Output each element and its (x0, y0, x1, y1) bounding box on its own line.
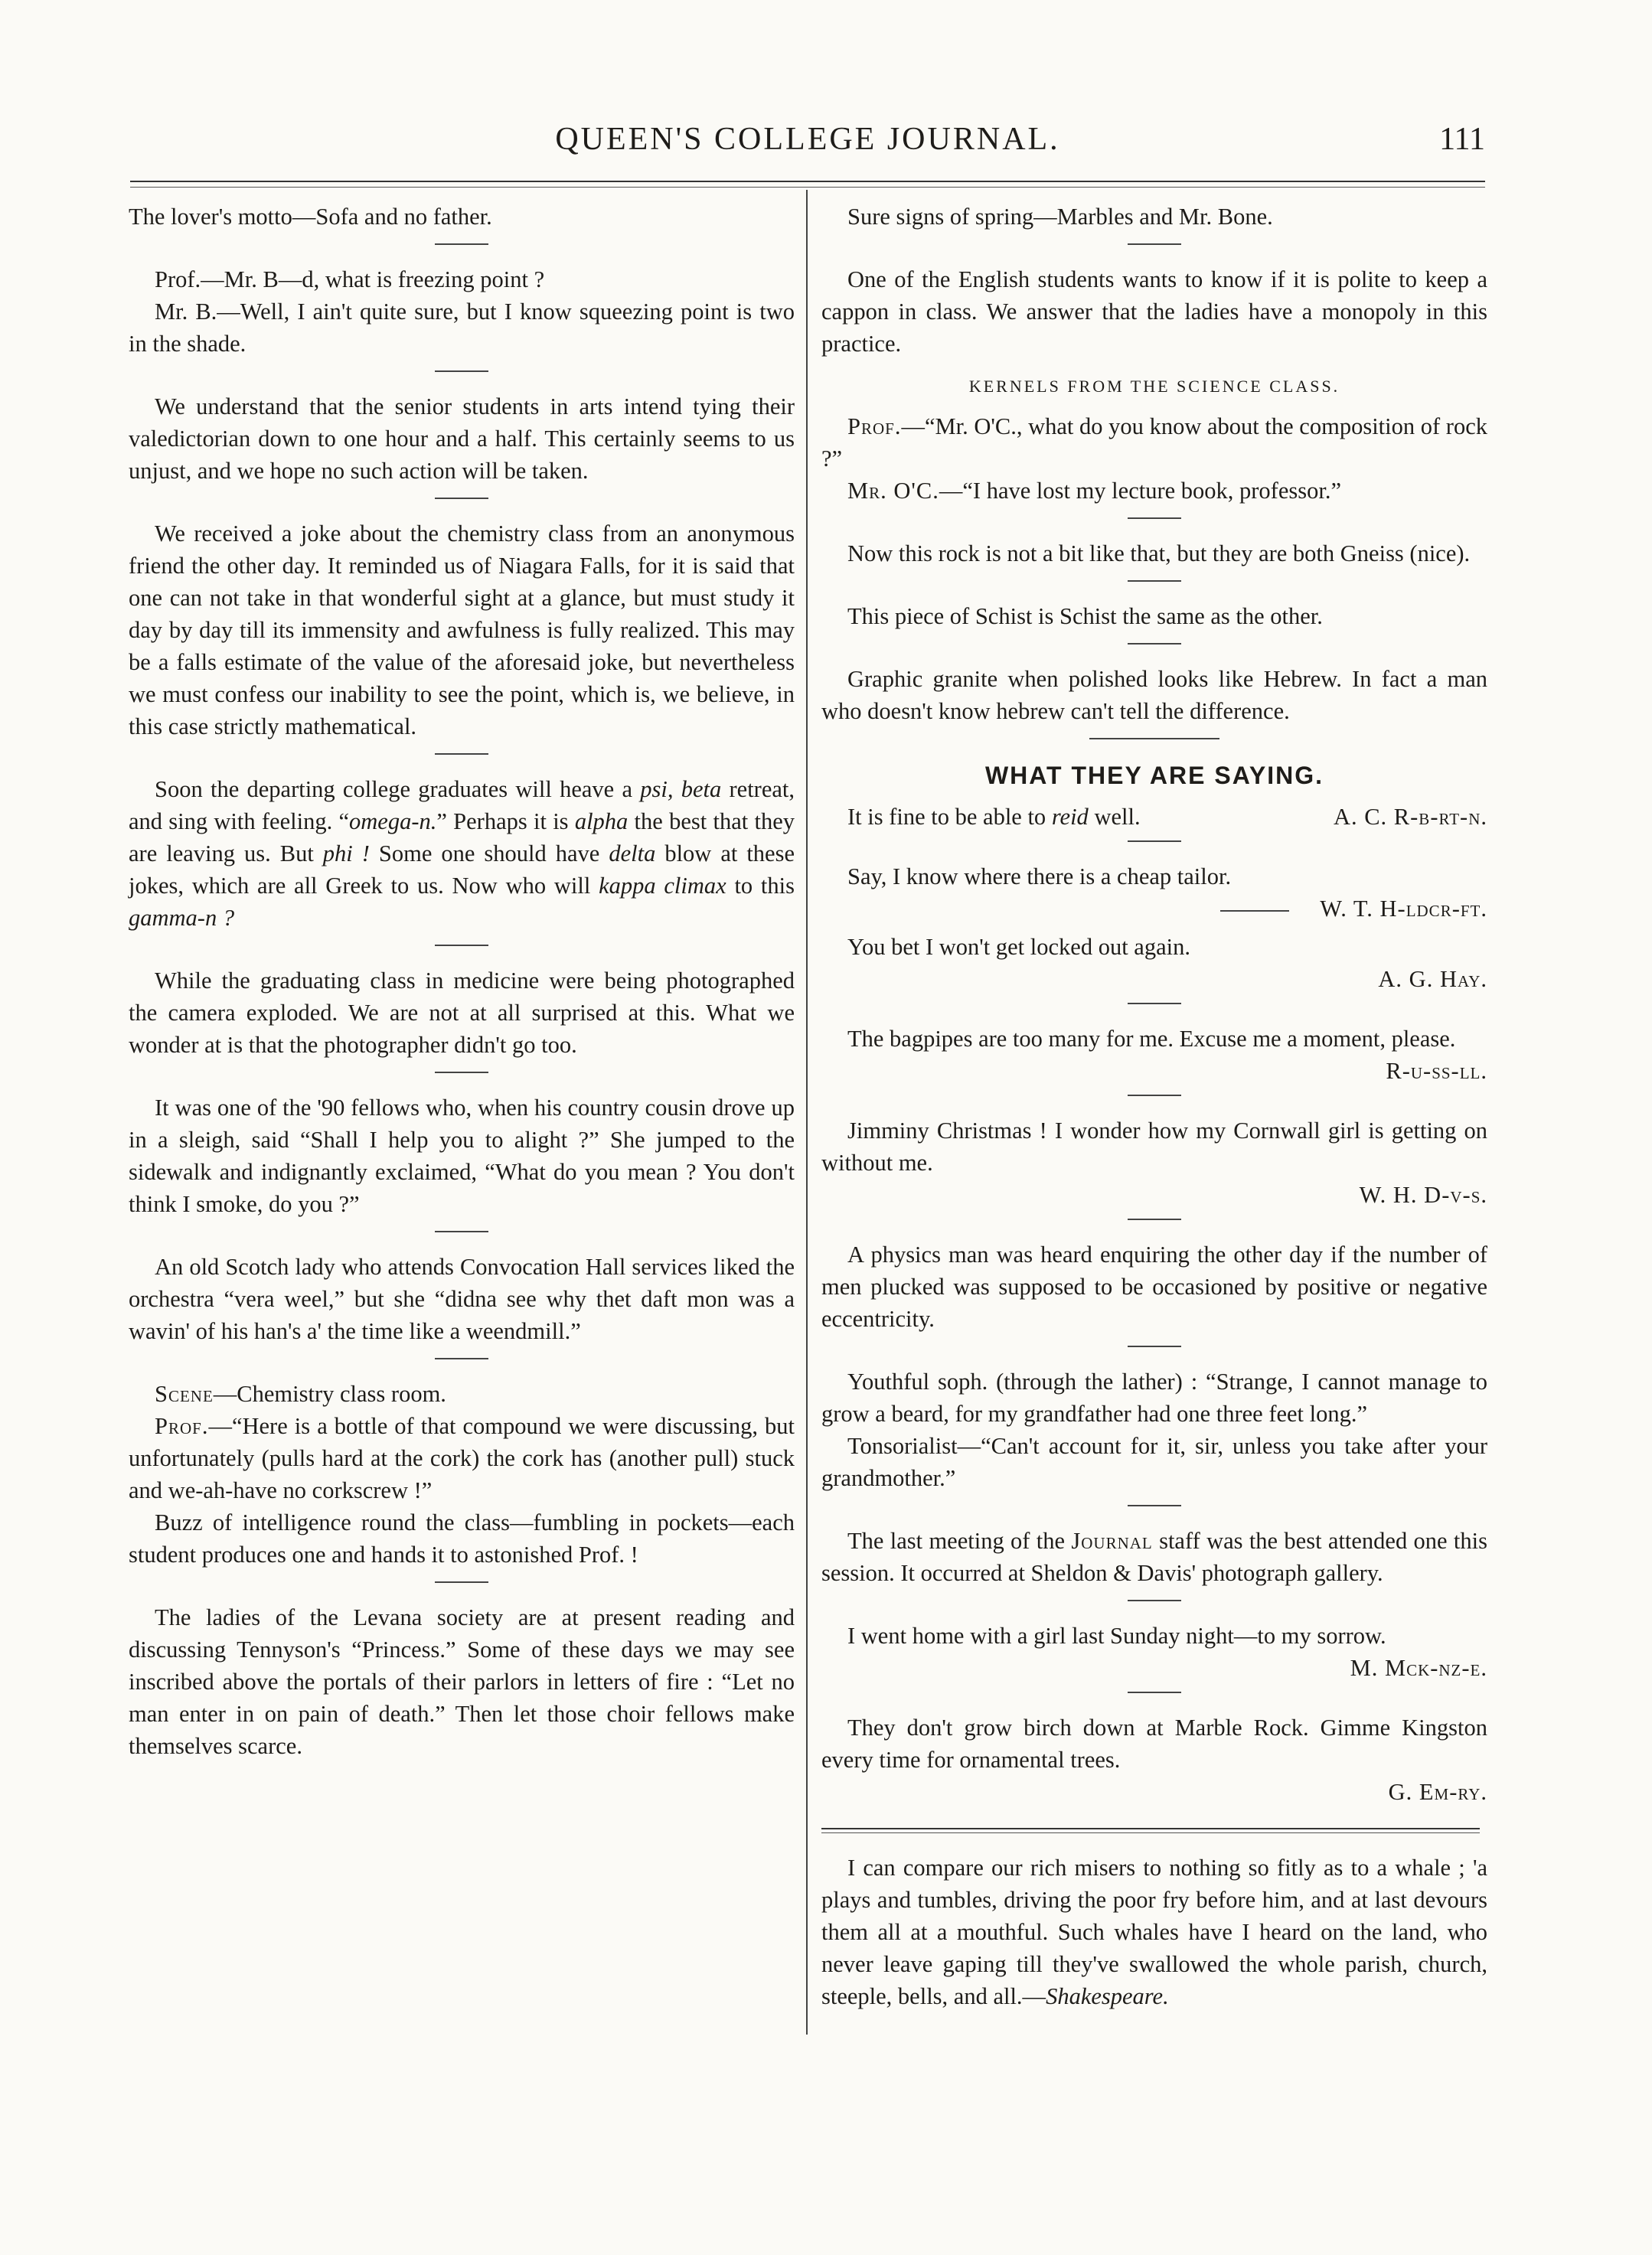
page-number: 111 (1439, 122, 1485, 157)
prof-line (129, 1410, 795, 1506)
signature: G. Em-ry. (1388, 1779, 1487, 1805)
signature: R-u-ss-ll. (1386, 1058, 1487, 1084)
separator (1128, 1692, 1181, 1693)
text-run: Some one should have (369, 840, 609, 866)
italic-run: reid (1051, 804, 1089, 830)
separator (1128, 840, 1181, 842)
text-run: It is fine to be able to (847, 804, 1052, 830)
scene-line (129, 1378, 795, 1410)
separator (1128, 1219, 1181, 1220)
text-run: Soon the departing college graduates will heave a (155, 776, 641, 802)
separator (435, 1581, 488, 1583)
text-run: —Chemistry class room. (213, 1381, 446, 1407)
separator (1128, 643, 1181, 645)
paragraph: Prof.—Mr. B—d, what is freezing point ? (155, 266, 545, 292)
italic-run: kappa climax (599, 873, 726, 899)
paragraph: Tonsorialist—“Can't account for it, sir, unless you take after your grandmother.” (821, 1433, 1487, 1491)
separator (1128, 1600, 1181, 1601)
separator (435, 1231, 488, 1232)
paragraph: We understand that the senior students in arts intend tying their valedictorian down to one hour and a half. This certainly seems to us unjust, and we hope no such action will be taken. (129, 393, 795, 484)
paragraph: I went home with a girl last Sunday night—to my sorrow. (847, 1623, 1386, 1649)
reply-line (821, 475, 1487, 507)
inline-dash (1220, 910, 1289, 912)
saying-text (821, 801, 1141, 833)
text-run: retreat, and sing with feeling. “ (129, 776, 795, 834)
right-column (821, 201, 1487, 2023)
text-run: I can compare our rich misers to nothing so fitly as to a whale ; 'a plays and tumbles, driving the poor fry before him, and at last devours them all at a mouthful. Such whales have I heard on the land, who never leave gaping till they've swallowed the whole parish, church, steeple, bells, and all.— (821, 1855, 1487, 2009)
separator (435, 1358, 488, 1359)
journal-name: Journal (1071, 1528, 1153, 1554)
italic-run: delta (609, 840, 656, 866)
paragraph: The bagpipes are too many for me. Excuse me a moment, please. (847, 1026, 1456, 1052)
signature: M. Mck-nz-e. (1350, 1655, 1487, 1681)
text-run: staff was the best attended one this session. It occurred at Sheldon & Davis' photograph gallery. (821, 1528, 1487, 1586)
kernels-heading: KERNELS FROM THE SCIENCE CLASS. (968, 377, 1340, 396)
text-run: —“I have lost my lecture book, professor.” (939, 478, 1342, 504)
greek-joke-paragraph (129, 773, 795, 934)
paragraph: Graphic granite when polished looks like Hebrew. In fact a man who doesn't know hebrew can't tell the difference. (821, 666, 1487, 724)
section-separator (1089, 738, 1219, 739)
attribution: Shakespeare. (1046, 1983, 1169, 2009)
signature: W. H. D-v-s. (1359, 1182, 1487, 1208)
italic-run: phi ! (322, 840, 370, 866)
text-run: —“Here is a bottle of that compound we were discussing, but unfortunately (pulls hard at the cork) the cork has (another pull) stuck and we-ah-have no corkscrew !” (129, 1413, 795, 1503)
speaker-label: Mr. O'C. (847, 478, 939, 504)
column-divider (806, 190, 808, 2035)
paragraph: It was one of the '90 fellows who, when his country cousin drove up in a sleigh, said “Shall I help you to alight ?” She jumped to the sidewalk and indignantly exclaimed, “What do you mean ? You don't think I smoke, do you ?” (129, 1095, 795, 1217)
section-rule (821, 1828, 1480, 1829)
signature: A. C. R-b-rt-n. (1333, 804, 1487, 830)
paragraph: Mr. B.—Well, I ain't quite sure, but I know squeezing point is two in the shade. (129, 299, 795, 357)
separator (1128, 1003, 1181, 1004)
separator (435, 370, 488, 372)
paragraph: Jimminy Christmas ! I wonder how my Cornwall girl is getting on without me. (821, 1118, 1487, 1176)
saying-row (821, 801, 1487, 833)
text-run: the best that they are leaving us. But (129, 808, 795, 866)
text-run: —“Mr. O'C., what do you know about the composition of rock ?” (821, 413, 1487, 472)
page-header (122, 121, 1493, 175)
text-run: well. (1088, 804, 1141, 830)
text-run: ” Perhaps it is (436, 808, 575, 834)
separator (435, 243, 488, 245)
header-rule (130, 181, 1485, 182)
paragraph: One of the English students wants to know if it is polite to keep a cappon in class. We answer that the ladies have a monopoly in this practice. (821, 266, 1487, 357)
speaker-label: Prof. (155, 1413, 209, 1439)
paragraph: You bet I won't get locked out again. (847, 934, 1190, 960)
paragraph: An old Scotch lady who attends Convocation Hall services liked the orchestra “vera weel,” but she “didna see why thet daft mon was a wavin' of his han's a' the time like a weendmill.” (129, 1254, 795, 1344)
separator (1128, 517, 1181, 519)
italic-run: alpha (574, 808, 628, 834)
separator (435, 945, 488, 946)
separator (1128, 243, 1181, 245)
paragraph: A physics man was heard enquiring the other day if the number of men plucked was supposed to be occasioned by positive or negative eccentricity. (821, 1242, 1487, 1332)
paragraph: Buzz of intelligence round the class—fumbling in pockets—each student produces one and hands it to astonished Prof. ! (129, 1509, 795, 1568)
italic-run: omega-n. (349, 808, 437, 834)
paragraph: Youthful soph. (through the lather) : “Strange, I cannot manage to grow a beard, for my grandfather had one three feet long.” (821, 1369, 1487, 1427)
separator (1128, 1346, 1181, 1347)
separator (435, 498, 488, 499)
paragraph: Say, I know where there is a cheap tailor. (847, 863, 1232, 889)
separator (435, 1072, 488, 1073)
header-rule-secondary (130, 187, 1485, 188)
journal-title: QUEEN'S COLLEGE JOURNAL. (555, 122, 1060, 157)
speaker-label: Prof. (847, 413, 902, 439)
paragraph: Sure signs of spring—Marbles and Mr. Bone. (847, 204, 1273, 230)
paragraph: They don't grow birch down at Marble Rock. Gimme Kingston every time for ornamental trees. (821, 1715, 1487, 1773)
speaker-label: Scene (155, 1381, 214, 1407)
text-run: to this (726, 873, 795, 899)
prof-line (821, 410, 1487, 475)
paragraph: The lover's motto—Sofa and no father. (129, 204, 492, 230)
section-rule-secondary (821, 1832, 1480, 1833)
signature: A. G. Hay. (1378, 966, 1487, 992)
quotation (821, 1852, 1487, 2012)
separator (435, 753, 488, 755)
italic-run: psi, beta (640, 776, 722, 802)
left-column (129, 201, 795, 1773)
separator (1128, 1505, 1181, 1506)
separator (1128, 1095, 1181, 1096)
paragraph: Now this rock is not a bit like that, but they are both Gneiss (nice). (847, 540, 1471, 566)
paragraph (821, 1525, 1487, 1589)
paragraph: We received a joke about the chemistry class from an anonymous friend the other day. It reminded us of Niagara Falls, for it is said that one can not take in that wonderful sight at a glance, but must study it day by day till its immensity and awfulness is fully realized. This may be a falls estimate of the value of the aforesaid joke, but nevertheless we must confess our inability to see the point, which is, we believe, in this case strictly mathematical. (129, 521, 795, 739)
text-run: The last meeting of the (847, 1528, 1072, 1554)
paragraph: While the graduating class in medicine were being photographed the camera exploded. We are not at all surprised at this. What we wonder at is that the photographer didn't go too. (129, 968, 795, 1058)
separator (1128, 580, 1181, 582)
text-run: blow at these jokes, which are all Greek to us. Now who will (129, 840, 795, 899)
signature-row (821, 893, 1487, 925)
italic-run: gamma-n ? (129, 905, 235, 931)
signature: W. T. H-ldcr-ft. (1320, 896, 1487, 922)
saying-heading: WHAT THEY ARE SAYING. (984, 762, 1324, 789)
paragraph: The ladies of the Levana society are at present reading and discussing Tennyson's “Princess.” Some of these days we may see inscribed above the portals of their parlors in letters of fire : “Let no man enter in on pain of death.” Then let those choir fellows make themselves scarce. (129, 1604, 795, 1759)
paragraph: This piece of Schist is Schist the same as the other. (847, 603, 1323, 629)
